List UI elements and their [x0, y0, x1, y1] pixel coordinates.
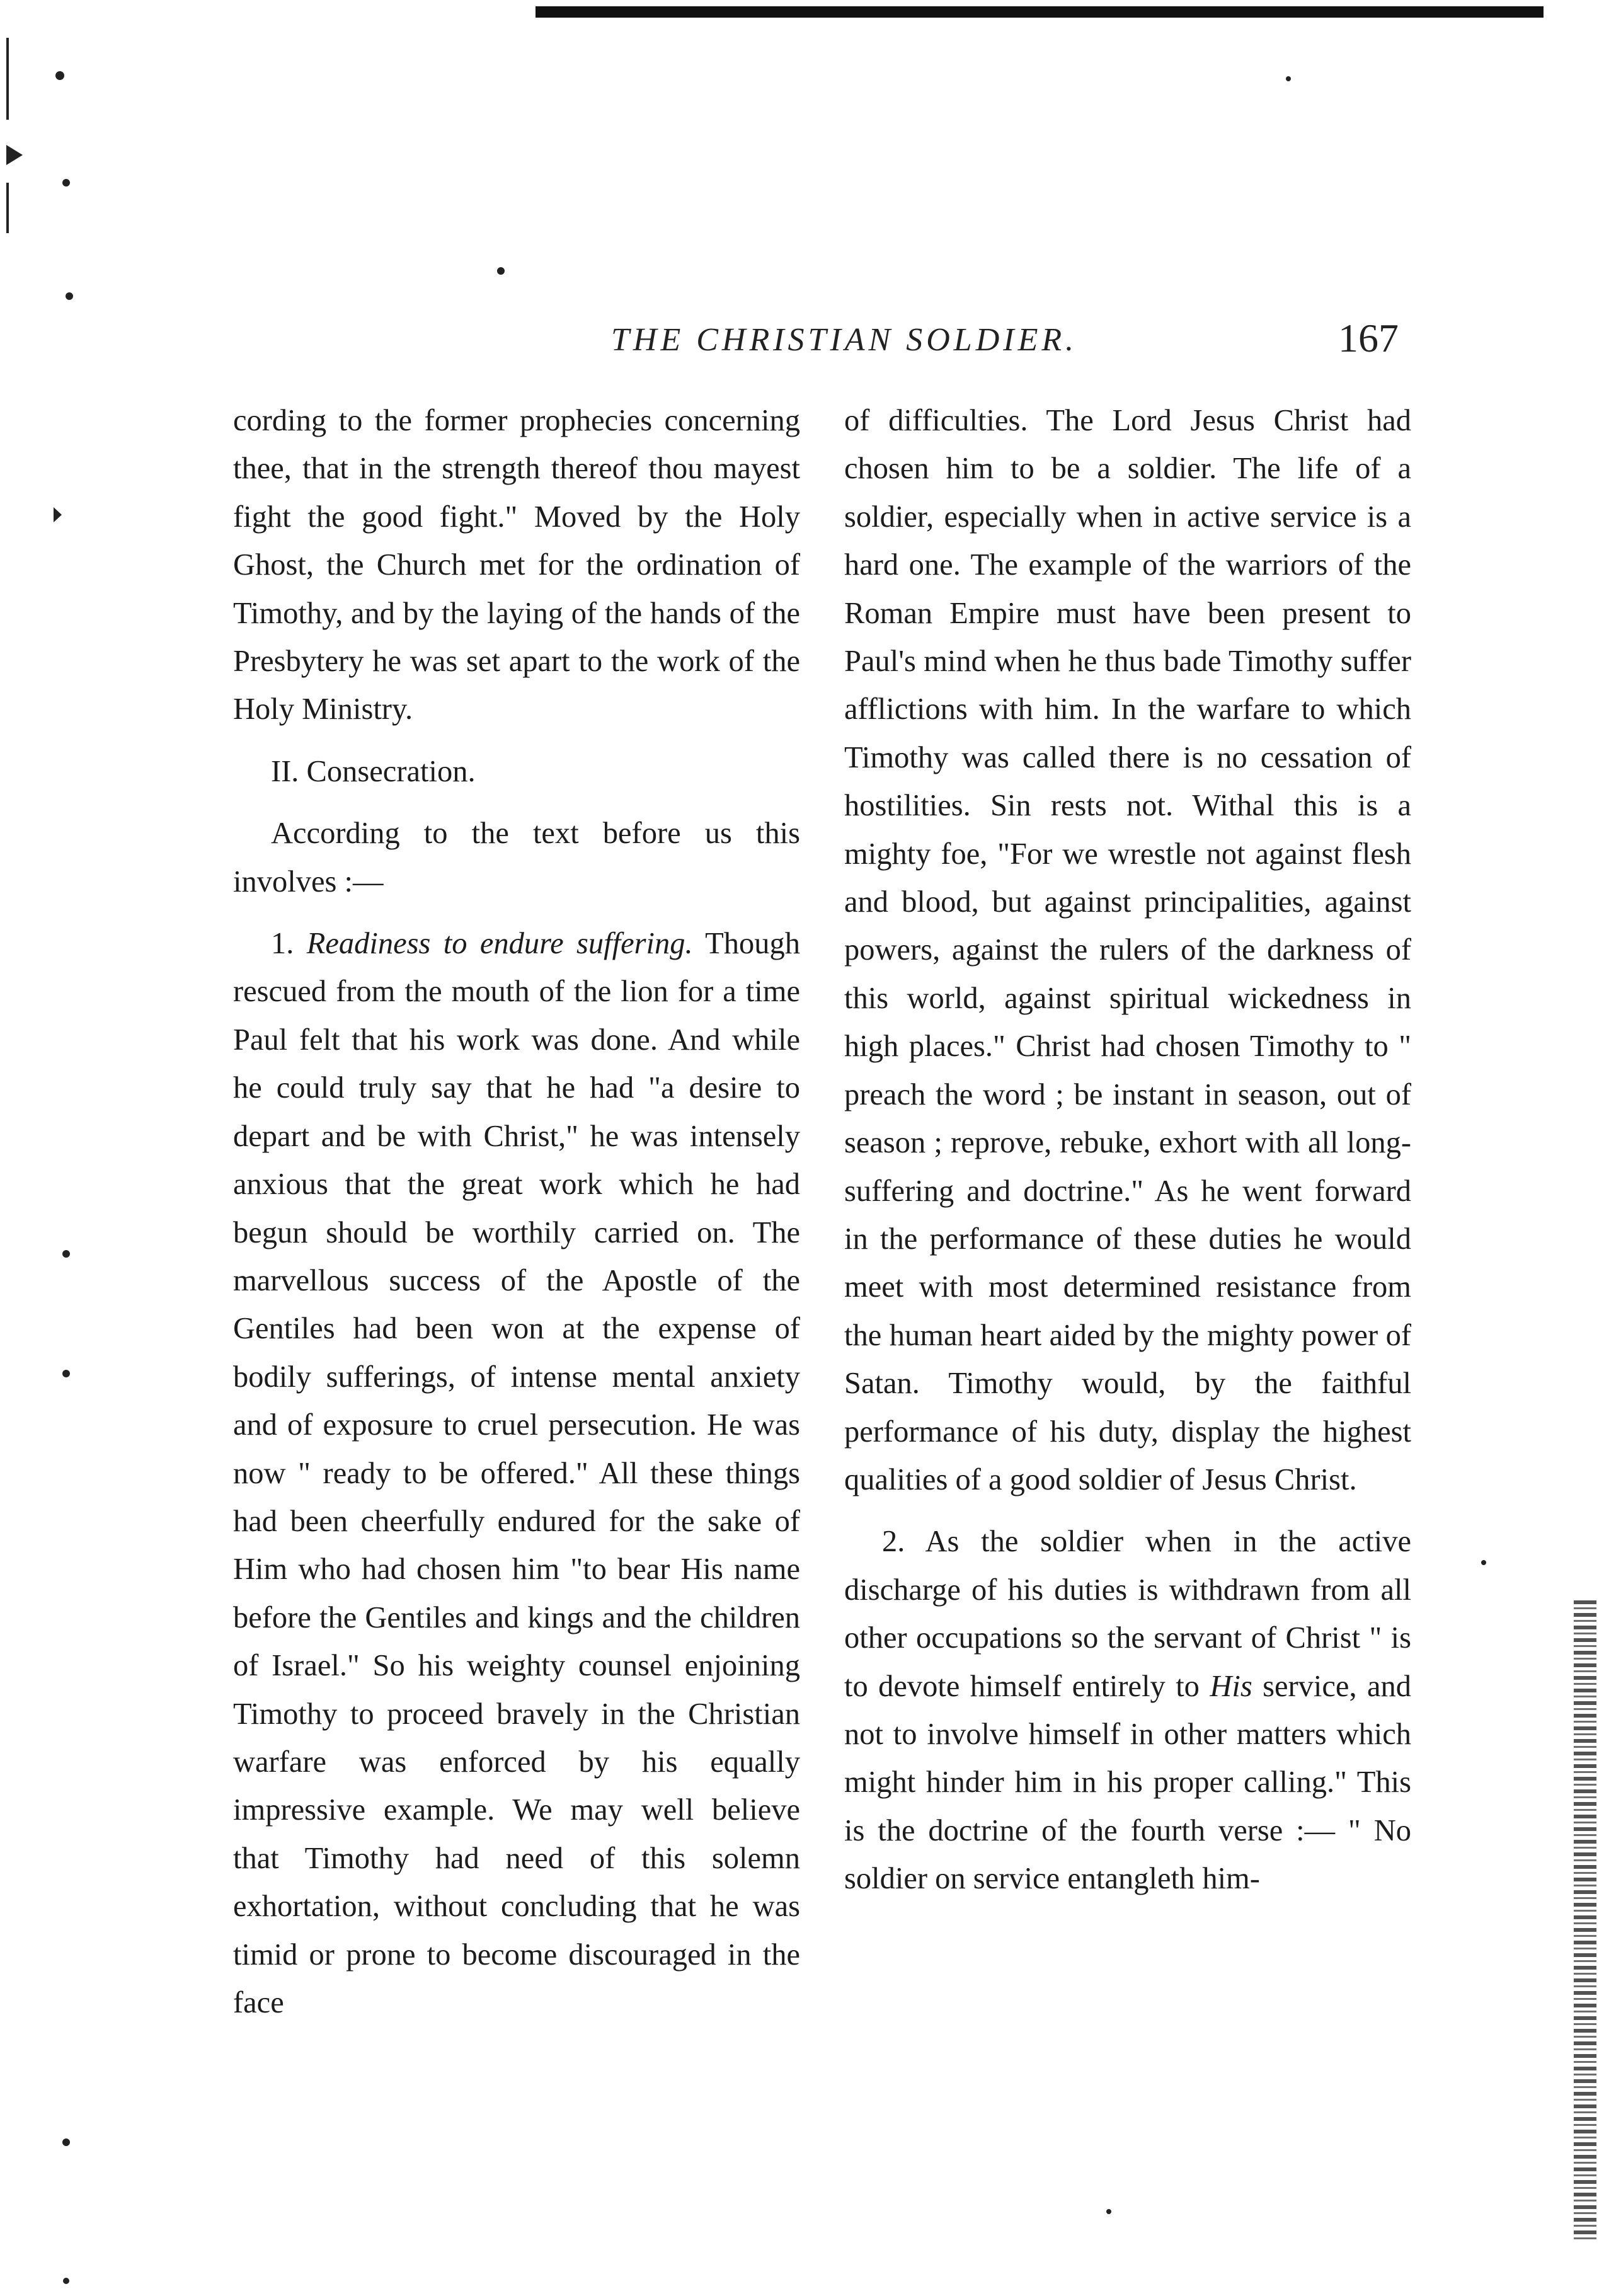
speck: [62, 179, 70, 187]
speck: [1106, 2209, 1111, 2214]
section-heading: II. Consecration.: [271, 754, 476, 788]
edge-arrow: [6, 145, 23, 165]
item-heading: Readiness to endure suffering.: [306, 927, 693, 961]
page-edge-strip: [1574, 1600, 1596, 2243]
item-text: Though rescued from the mouth of the lion for a time Paul felt that his work was done. And while he could truly say that he had "a desire to depart and be with Christ," he was intensely anxious that the great work which he had begun should be worthily carried on. The marvellous success of the Apostle of the Gentiles had been won at the expense of bodily sufferings, of intense mental anxiety and of exposure to cruel persecution. He was now " ready to be offered." All these things had been cheerfully endured for the sake of Him who had chosen him "to bear His name before the Gentiles and kings and the children of Israel." So his weighty counsel enjoining Timothy to proceed bravely in the Christian warfare was enforced by his equally impressive example. We may well believe that Timothy had need of this solemn exhortation, without concluding that he was timid or prone to become discouraged in the face: [233, 927, 800, 2019]
paragraph: According to the text before us this involves :—: [233, 817, 800, 898]
speck: [62, 2138, 70, 2146]
speck: [55, 71, 64, 80]
item-number: 1.: [271, 927, 307, 961]
speck: [62, 1370, 70, 1377]
page-number: 167: [1338, 316, 1399, 360]
item-text: service, and not to involve himself in other matters which might hinder him in his proper calling." This is the doctrine of the fourth verse :— " No soldier on service entangleth him-: [844, 1669, 1411, 1896]
speck: [497, 267, 505, 275]
speck: [1286, 76, 1291, 81]
paragraph: cording to the former prophecies concerning thee, that in the strength thereof thou mayest fight the good fight." Moved by the Holy Ghost, the Church met for the ordination of Timothy, and by the laying of the hands of the Presbytery he was set apart to the work of the Holy Ministry.: [233, 404, 800, 726]
paragraph: of difficulties. The Lord Jesus Christ had chosen him to be a soldier. The life of a soldier, especially when in active service is a hard one. The example of the warriors of the Roman Empire must have been present to Paul's mind when he thus bade Timothy suffer afflictions with him. In the warfare to which Timothy was called there is no cessation of hostilities. Sin rests not. Withal this is a mighty foe, "For we wrestle not against flesh and blood, but against principalities, against powers, against the rulers of the darkness of this world, against spiritual wickedness in high places." Christ had chosen Timothy to " preach the word ; be instant in season, out of season ; reprove, rebuke, exhort with all long-suffering and doctrine." As he went forward in the performance of these duties he would meet with most determined resistance from the human heart aided by the mighty power of Satan. Timothy would, by the faithful performance of his duty, display the highest qualities of a good soldier of Jesus Christ.: [844, 404, 1411, 1496]
speck: [63, 2278, 69, 2284]
item-number: 2.: [882, 1525, 925, 1559]
edge-arrow: [54, 507, 62, 522]
speck: [62, 1250, 70, 1258]
running-head: THE CHRISTIAN SOLDIER.: [611, 322, 1078, 358]
speck: [66, 292, 73, 300]
speck: [1481, 1560, 1486, 1565]
item-text: As the soldier when in the active discharge of his duties is withdrawn from all other occupations so the servant of Christ " is to devote himself entirely to: [844, 1525, 1411, 1703]
emphasis: His: [1210, 1669, 1252, 1703]
